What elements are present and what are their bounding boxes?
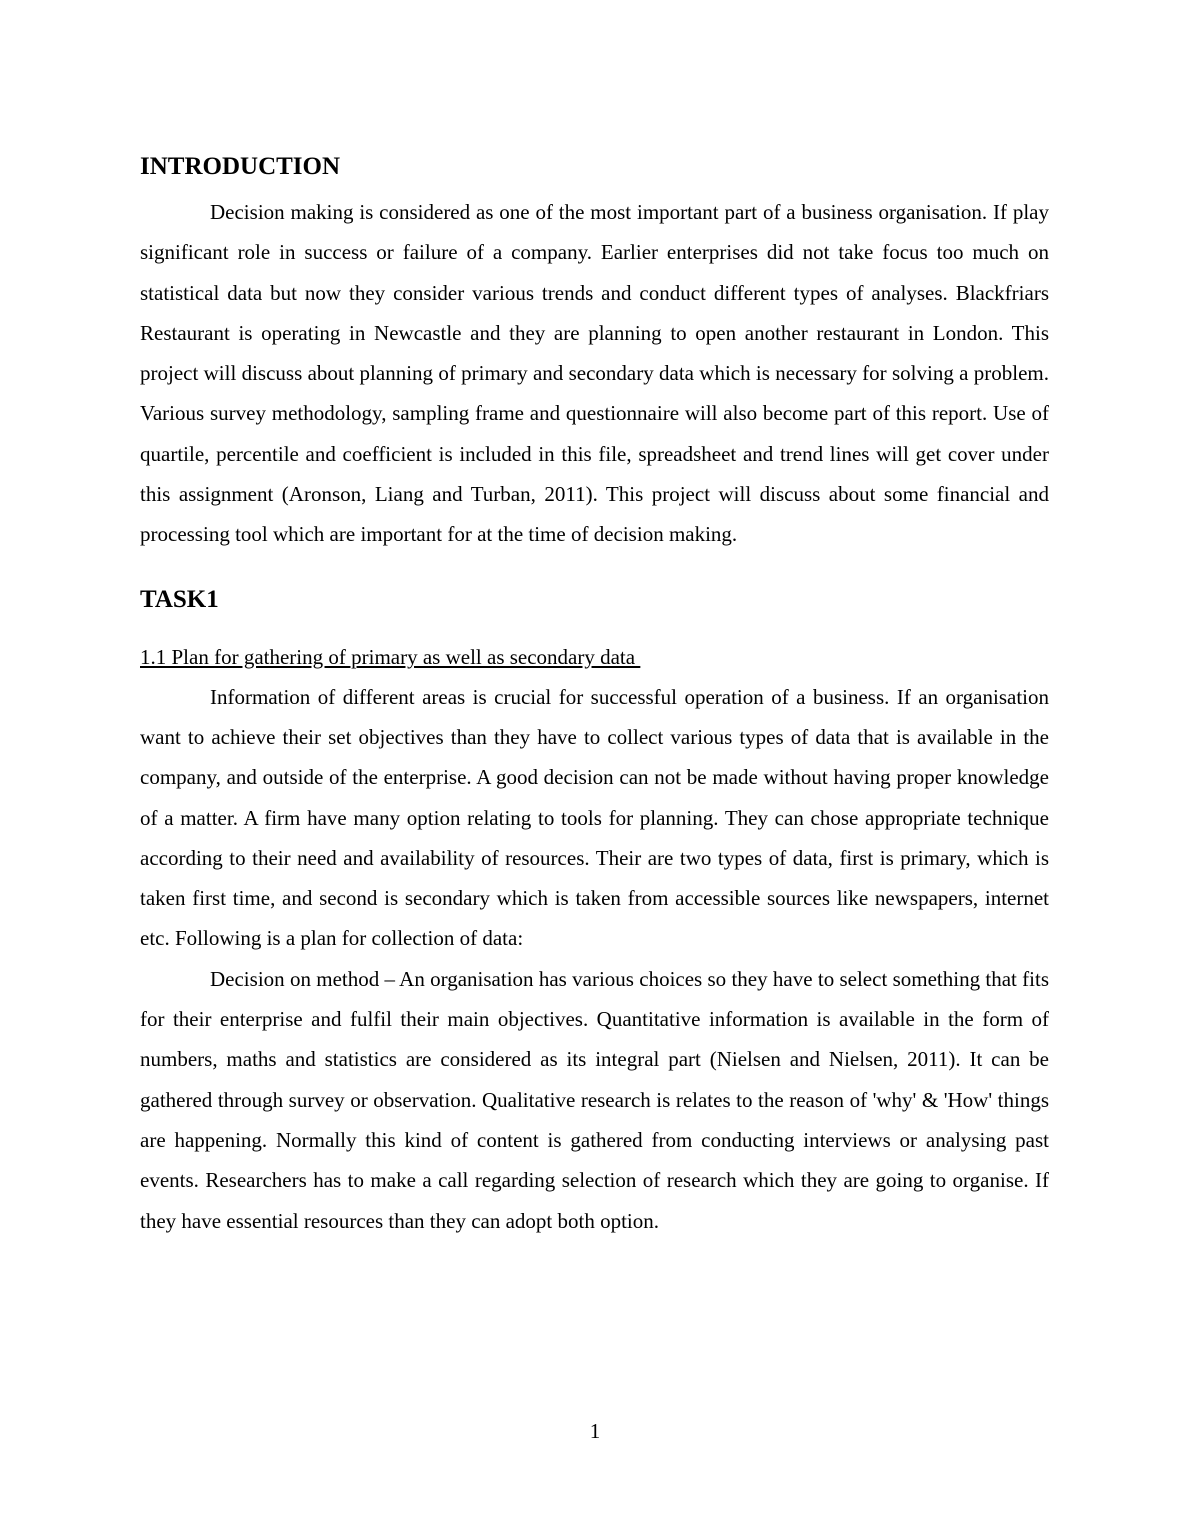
task1-paragraph-1: Information of different areas is crucial for successful operation of a business. If an organisation want to achieve their set objectives than they have to collect various types of data that is available in the company, and outside of the enterprise. A good decision can not be made without having proper knowledge of a matter. A firm have many option relating to tools for planning. They can chose appropriate technique according to their need and availability of resources. Their are two types of data, first is primary, which is taken first time, and second is secondary which is taken from accessible sources like newspapers, internet etc. Following is a plan for collection of data: bbox=[140, 684, 1049, 951]
introduction-heading: INTRODUCTION bbox=[140, 153, 341, 180]
page-content bbox=[140, 148, 1049, 1241]
introduction-paragraph: Decision making is considered as one of the most important part of a business organisation. If play significant role in success or failure of a company. Earlier enterprises did not take focus too much on statistical data but now they consider various trends and conduct different types of analyses. Blackfriars Restaurant is operating in Newcastle and they are planning to open another restaurant in London. This project will discuss about planning of primary and secondary data which is necessary for solving a problem. Various survey methodology, sampling frame and questionnaire will also become part of this report. Use of quartile, percentile and coefficient is included in this file, spreadsheet and trend lines will get cover under this assignment (Aronson, Liang and Turban, 2011). This project will discuss about some financial and processing tool which are important for at the time of decision making. bbox=[140, 200, 1049, 547]
page-number: 1 bbox=[589, 1419, 601, 1443]
task1-heading: TASK1 bbox=[140, 585, 219, 613]
section-1-1-subheading: 1.1 Plan for gathering of primary as well as secondary data bbox=[140, 644, 641, 669]
task1-paragraph-2: Decision on method – An organisation has various choices so they have to select something that fits for their enterprise and fulfil their main objectives. Quantitative information is available in the form of numbers, maths and statistics are considered as its integral part (Nielsen and Nielsen, 2011). It can be gathered through survey or observation. Qualitative research is relates to the reason of 'why' & 'How' things are happening. Normally this kind of content is gathered from conducting interviews or analysing past events. Researchers has to make a call regarding selection of research which they are going to organise. If they have essential resources than they can adopt both option. bbox=[140, 966, 1049, 1233]
